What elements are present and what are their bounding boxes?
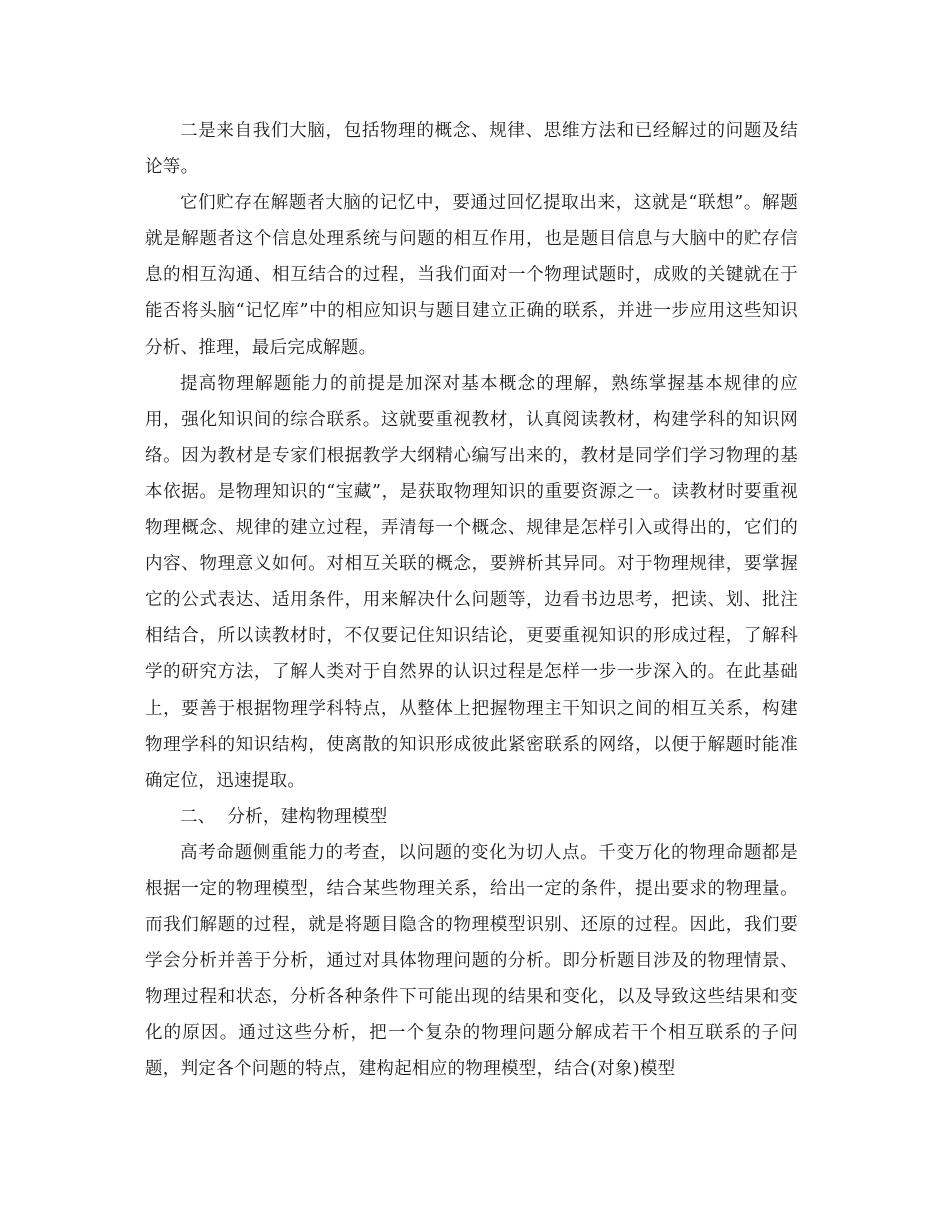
section-heading-analysis: 二、 分析，建构物理模型 [180, 806, 388, 827]
paragraph-association: 它们贮存在解题者大脑的记忆中，要通过回忆提取出来，这就是“联想”。解题就是解题者这个信息处理系统与问题的相互作用，也是题目信息与大脑中的贮存信息的相互沟通、相互结合的过程，当我们面对一个物理试题时，成败的关键就在于能否将头脑“记忆库”中的相应知识与题目建立正确的联系，并进一步应用这些知识分析、推理，最后完成解题。 [145, 193, 798, 358]
paragraph-physics-model: 高考命题侧重能力的考查，以问题的变化为切人点。千变万化的物理命题都是根据一定的物理模型，结合某些物理关系，给出一定的条件，提出要求的物理量。而我们解题的过程，就是将题目隐含的物理模型识别、还原的过程。因此，我们要学会分析并善于分析，通过对具体物理问题的分析。即分析题目涉及的物理情景、物理过程和状态，分析各种条件下可能出现的结果和变化，以及导致这些结果和变化的原因。通过这些分析，把一个复杂的物理问题分解成若干个相互联系的子问题，判定各个问题的特点，建构起相应的物理模型，结合(对象)模型 [145, 842, 798, 1080]
document-page [145, 113, 798, 1088]
paragraph-brain-source: 二是来自我们大脑，包括物理的概念、规律、思维方法和已经解过的问题及结论等。 [145, 121, 798, 178]
paragraph-textbook: 提高物理解题能力的前提是加深对基本概念的理解，熟练掌握基本规律的应用，强化知识间的综合联系。这就要重视教材，认真阅读教材，构建学科的知识网络。因为教材是专家们根据教学大纲精心编写出来的，教材是同学们学习物理的基本依据。是物理知识的“宝藏”，是获取物理知识的重要资源之一。读教材时要重视物理概念、规律的建立过程，弄清每一个概念、规律是怎样引入或得出的，它们的内容、物理意义如何。对相互关联的概念，要辨析其异同。对于物理规律，要掌握它的公式表达、适用条件，用来解决什么问题等，边看书边思考，把读、划、批注相结合，所以读教材时，不仅要记住知识结论，更要重视知识的形成过程，了解科学的研究方法，了解人类对于自然界的认识过程是怎样一步一步深入的。在此基础上，要善于根据物理学科特点，从整体上把握物理主干知识之间的相互关系，构建物理学科的知识结构，使离散的知识形成彼此紧密联系的网络，以便于解题时能准确定位，迅速提取。 [145, 373, 798, 791]
